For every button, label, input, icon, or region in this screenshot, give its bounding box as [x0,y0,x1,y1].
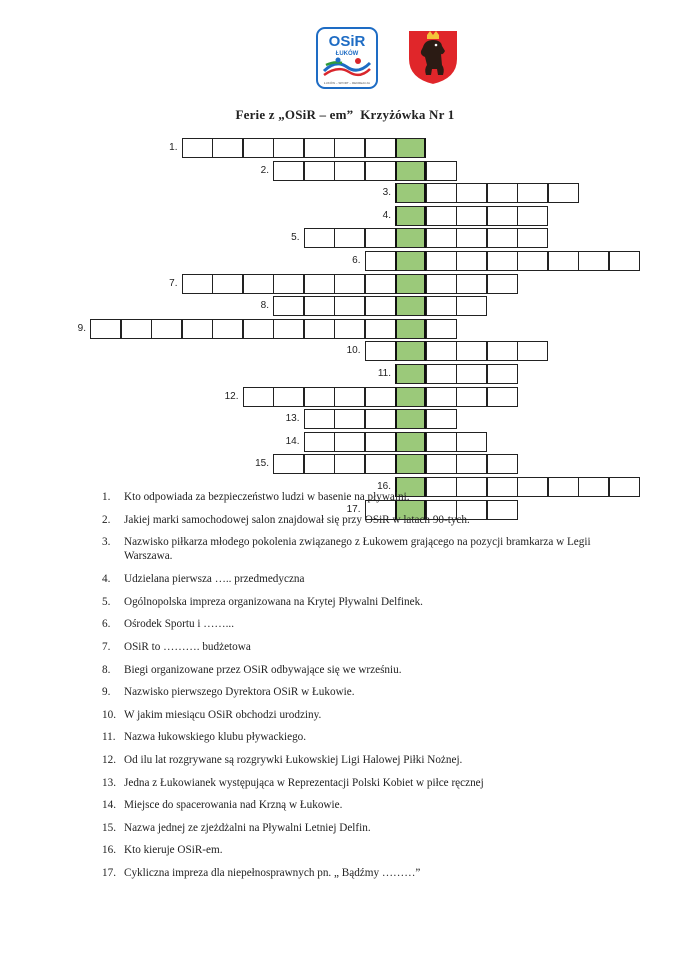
crossword-cell[interactable] [90,319,121,339]
crossword-cell[interactable] [334,409,365,429]
crossword-cell[interactable] [243,319,274,339]
clue-text: Ogólnopolska impreza organizowana na Krytej Pływalni Delfinek. [124,595,423,608]
clue-number: 9. [102,686,111,699]
crossword-cell[interactable] [426,296,457,316]
crossword-cell[interactable] [273,161,304,181]
crossword-cell[interactable] [365,409,396,429]
crossword-cell[interactable] [304,454,335,474]
crossword-key-cell[interactable] [395,319,426,339]
crossword-cell[interactable] [273,319,304,339]
crossword-row [0,161,690,180]
clue-number: 4. [102,573,111,586]
crossword-cell[interactable] [273,454,304,474]
crossword-key-cell[interactable] [395,206,426,226]
osir-logo-subtext: ŁUKÓW [335,51,359,57]
clue-text: Nazwa łukowskiego klubu pływackiego. [124,731,307,744]
crossword-row [0,364,690,383]
crossword-row [0,183,690,202]
crossword-cell[interactable] [487,387,518,407]
crossword-cell[interactable] [426,274,457,294]
crossword-cell[interactable] [426,228,457,248]
crossword-row [0,409,690,428]
crossword-cell[interactable] [487,454,518,474]
clue-number: 12. [102,754,116,766]
clue-text: Nazwisko pierwszego Dyrektora OSiR w Łukowie. [124,686,355,699]
crossword-cell[interactable] [456,432,487,452]
crossword-cell[interactable] [426,432,457,452]
crossword-row-number: 17. [346,503,361,515]
crossword-cell[interactable] [365,274,396,294]
crossword-cell[interactable] [334,296,365,316]
crossword-cell[interactable] [456,454,487,474]
crossword-cell[interactable] [426,364,457,384]
crossword-cell[interactable] [426,319,457,339]
crossword-cell[interactable] [182,319,213,339]
crossword-key-cell[interactable] [395,274,426,294]
crossword-cell[interactable] [304,319,335,339]
crossword-row [0,387,690,406]
clue-number: 10. [102,708,116,721]
crossword-cell[interactable] [212,138,243,158]
crossword-cell[interactable] [365,454,396,474]
clue-number: 2. [102,513,111,526]
clue-text: Nazwisko piłkarza młodego pokolenia związanego z Łukowem grającego na pozycji bramkarza w Legii Warszawa. [124,536,591,563]
crossword-cell[interactable] [487,251,518,271]
crossword-cell[interactable] [426,387,457,407]
crossword-cell[interactable] [365,432,396,452]
crossword-cell[interactable] [304,387,335,407]
crossword-cell[interactable] [487,183,518,203]
crossword-cell[interactable] [517,341,548,361]
crossword-key-cell[interactable] [395,251,426,271]
crossword-cell[interactable] [334,161,365,181]
crossword-cell[interactable] [456,387,487,407]
crossword-key-cell[interactable] [395,296,426,316]
crossword-key-cell[interactable] [395,454,426,474]
crossword-row [0,432,690,451]
crossword-cell[interactable] [487,228,518,248]
crossword-cell[interactable] [304,409,335,429]
clue-text: W jakim miesiącu OSiR obchodzi urodziny. [124,708,322,721]
crossword-key-cell[interactable] [395,432,426,452]
clue-text: Kto kieruje OSiR-em. [124,844,223,857]
crossword-cell[interactable] [548,183,579,203]
clue-text: Miejsce do spacerowania nad Krzną w Łukowie. [124,799,343,812]
crossword-cell[interactable] [243,387,274,407]
crossword-row-number: 5. [291,232,300,244]
crossword-cell[interactable] [304,161,335,181]
crossword-row [0,454,690,473]
crossword-cell[interactable] [578,251,609,271]
clue-text: Nazwa jednej ze zjeżdżalni na Pływalni Letniej Delfin. [124,821,371,834]
crossword-key-cell[interactable] [395,228,426,248]
crossword-key-cell[interactable] [395,161,426,181]
crossword-cell[interactable] [273,138,304,158]
crossword-cell[interactable] [365,251,396,271]
crossword-row-number: 13. [285,413,300,425]
crossword-cell[interactable] [517,206,548,226]
crossword-cell[interactable] [426,341,457,361]
crossword-cell[interactable] [365,319,396,339]
crossword-row-number: 11. [377,368,391,379]
crossword-row-number: 2. [260,164,269,176]
crossword-row-number: 1. [169,142,178,153]
clue-number: 7. [102,641,111,653]
crossword-cell[interactable] [273,387,304,407]
crossword-key-cell[interactable] [395,364,426,384]
clue-text: Cykliczna impreza dla niepełnosprawnych pn. „ Bądźmy ………” [124,867,421,879]
crossword-row-number: 15. [255,458,269,470]
crossword-key-cell[interactable] [395,409,426,429]
crossword-cell[interactable] [426,251,457,271]
clue-text: Jedna z Łukowianek występująca w Reprezentacji Polski Kobiet w piłce ręcznej [124,776,484,789]
clue-number: 16. [102,844,116,857]
clue-number: 11. [102,731,116,744]
osir-logo-tagline: ŁUKÓW – SPORT – REKREACJA [324,81,370,85]
clue-number: 6. [102,618,111,631]
crossword-row-number: 3. [382,187,391,199]
page-title: Ferie z „OSiR – em” Krzyżówka Nr 1 [235,107,455,122]
crossword-cell[interactable] [334,319,365,339]
crossword-cell[interactable] [304,432,335,452]
crossword-row [0,138,690,157]
crossword-cell[interactable] [121,319,152,339]
crossword-cell[interactable] [365,161,396,181]
crossword-row-number: 8. [260,300,269,312]
crossword-cell[interactable] [365,296,396,316]
crossword-cell[interactable] [426,183,457,203]
crossword-cell[interactable] [365,228,396,248]
clue-text: Ośrodek Sportu i ……... [124,618,235,631]
clue-text: Od ilu lat rozgrywane są rozgrywki Łukowskiej Ligi Halowej Piłki Nożnej. [124,754,463,766]
crossword-cell[interactable] [456,274,487,294]
crossword-cell[interactable] [487,206,518,226]
crossword-cell[interactable] [182,138,213,158]
crossword-cell[interactable] [273,274,304,294]
clue-number: 8. [102,663,111,676]
crossword-cell[interactable] [334,138,365,158]
crossword-cell[interactable] [365,341,396,361]
crossword-row [0,206,690,225]
crossword-cell[interactable] [487,364,518,384]
crossword-cell[interactable] [243,274,274,294]
crossword-row [0,296,690,315]
clue-text: Jakiej marki samochodowej salon znajdował się przy OSiR w latach 90-tych. [124,513,470,526]
crossword-cell[interactable] [456,183,487,203]
clue-text: Kto odpowiada za bezpieczeństwo ludzi w basenie na pływalni. [124,491,410,503]
crossword-row-number: 16. [377,481,391,492]
crossword-cell[interactable] [517,251,548,271]
crossword-cell[interactable] [304,228,335,248]
crossword-cell[interactable] [426,409,457,429]
crossword-cell[interactable] [182,274,213,294]
osir-logo-text: OSiR [328,33,366,50]
crossword-cell[interactable] [334,387,365,407]
crossword-cell[interactable] [304,138,335,158]
clue-text: Biegi organizowane przez OSiR odbywające się we wrześniu. [124,663,402,676]
clue-number: 17. [102,867,116,879]
crossword-cell[interactable] [334,432,365,452]
crossword-cell[interactable] [243,138,274,158]
crossword-row-number: 4. [382,209,391,221]
clue-number: 15. [102,821,116,834]
crossword-cell[interactable] [517,228,548,248]
crossword-row-number: 6. [352,255,361,266]
crossword-cell[interactable] [456,364,487,384]
crossword-cell[interactable] [334,454,365,474]
crossword-cell[interactable] [609,251,640,271]
crossword-row-number: 14. [285,435,300,447]
clue-number: 14. [102,799,116,812]
crossword-key-cell[interactable] [395,138,426,158]
crossword-cell[interactable] [456,251,487,271]
crossword-cell[interactable] [334,228,365,248]
clue-number: 5. [102,595,111,608]
crossword-cell[interactable] [487,274,518,294]
crossword-cell[interactable] [426,161,457,181]
crossword-row [0,341,690,360]
crossword-cell[interactable] [456,206,487,226]
crossword-row-number: 10. [346,345,361,357]
crossword-row-number: 9. [77,322,86,334]
crossword-row [0,228,690,247]
crossword-cell[interactable] [212,319,243,339]
crossword-row-number: 7. [169,277,178,289]
crossword-cell[interactable] [365,138,396,158]
crossword-row [0,274,690,293]
crossword-row [0,251,690,270]
crossword-row [0,319,690,338]
crossword-cell[interactable] [456,296,487,316]
crossword-cell[interactable] [151,319,182,339]
clue-number: 1. [102,491,111,503]
crossword-cell[interactable] [456,228,487,248]
crossword-key-cell[interactable] [395,387,426,407]
crossword-cell[interactable] [426,454,457,474]
crossword-cell[interactable] [487,341,518,361]
crossword-cell[interactable] [273,296,304,316]
crossword-cell[interactable] [426,206,457,226]
clue-text: Udzielana pierwsza ….. przedmedyczna [124,573,305,586]
crossword-cell[interactable] [212,274,243,294]
crossword-cell[interactable] [548,251,579,271]
crossword-cell[interactable] [304,296,335,316]
clue-text: OSiR to ………. budżetowa [124,641,251,653]
crossword-cell[interactable] [334,274,365,294]
crossword-cell[interactable] [517,183,548,203]
crossword-key-cell[interactable] [395,341,426,361]
clue-number: 13. [102,776,116,789]
crossword-key-cell[interactable] [395,183,426,203]
crossword-cell[interactable] [304,274,335,294]
crossword-row-number: 12. [224,390,239,402]
crossword-cell[interactable] [456,341,487,361]
crossword-cell[interactable] [365,387,396,407]
clue-number: 3. [102,536,111,549]
